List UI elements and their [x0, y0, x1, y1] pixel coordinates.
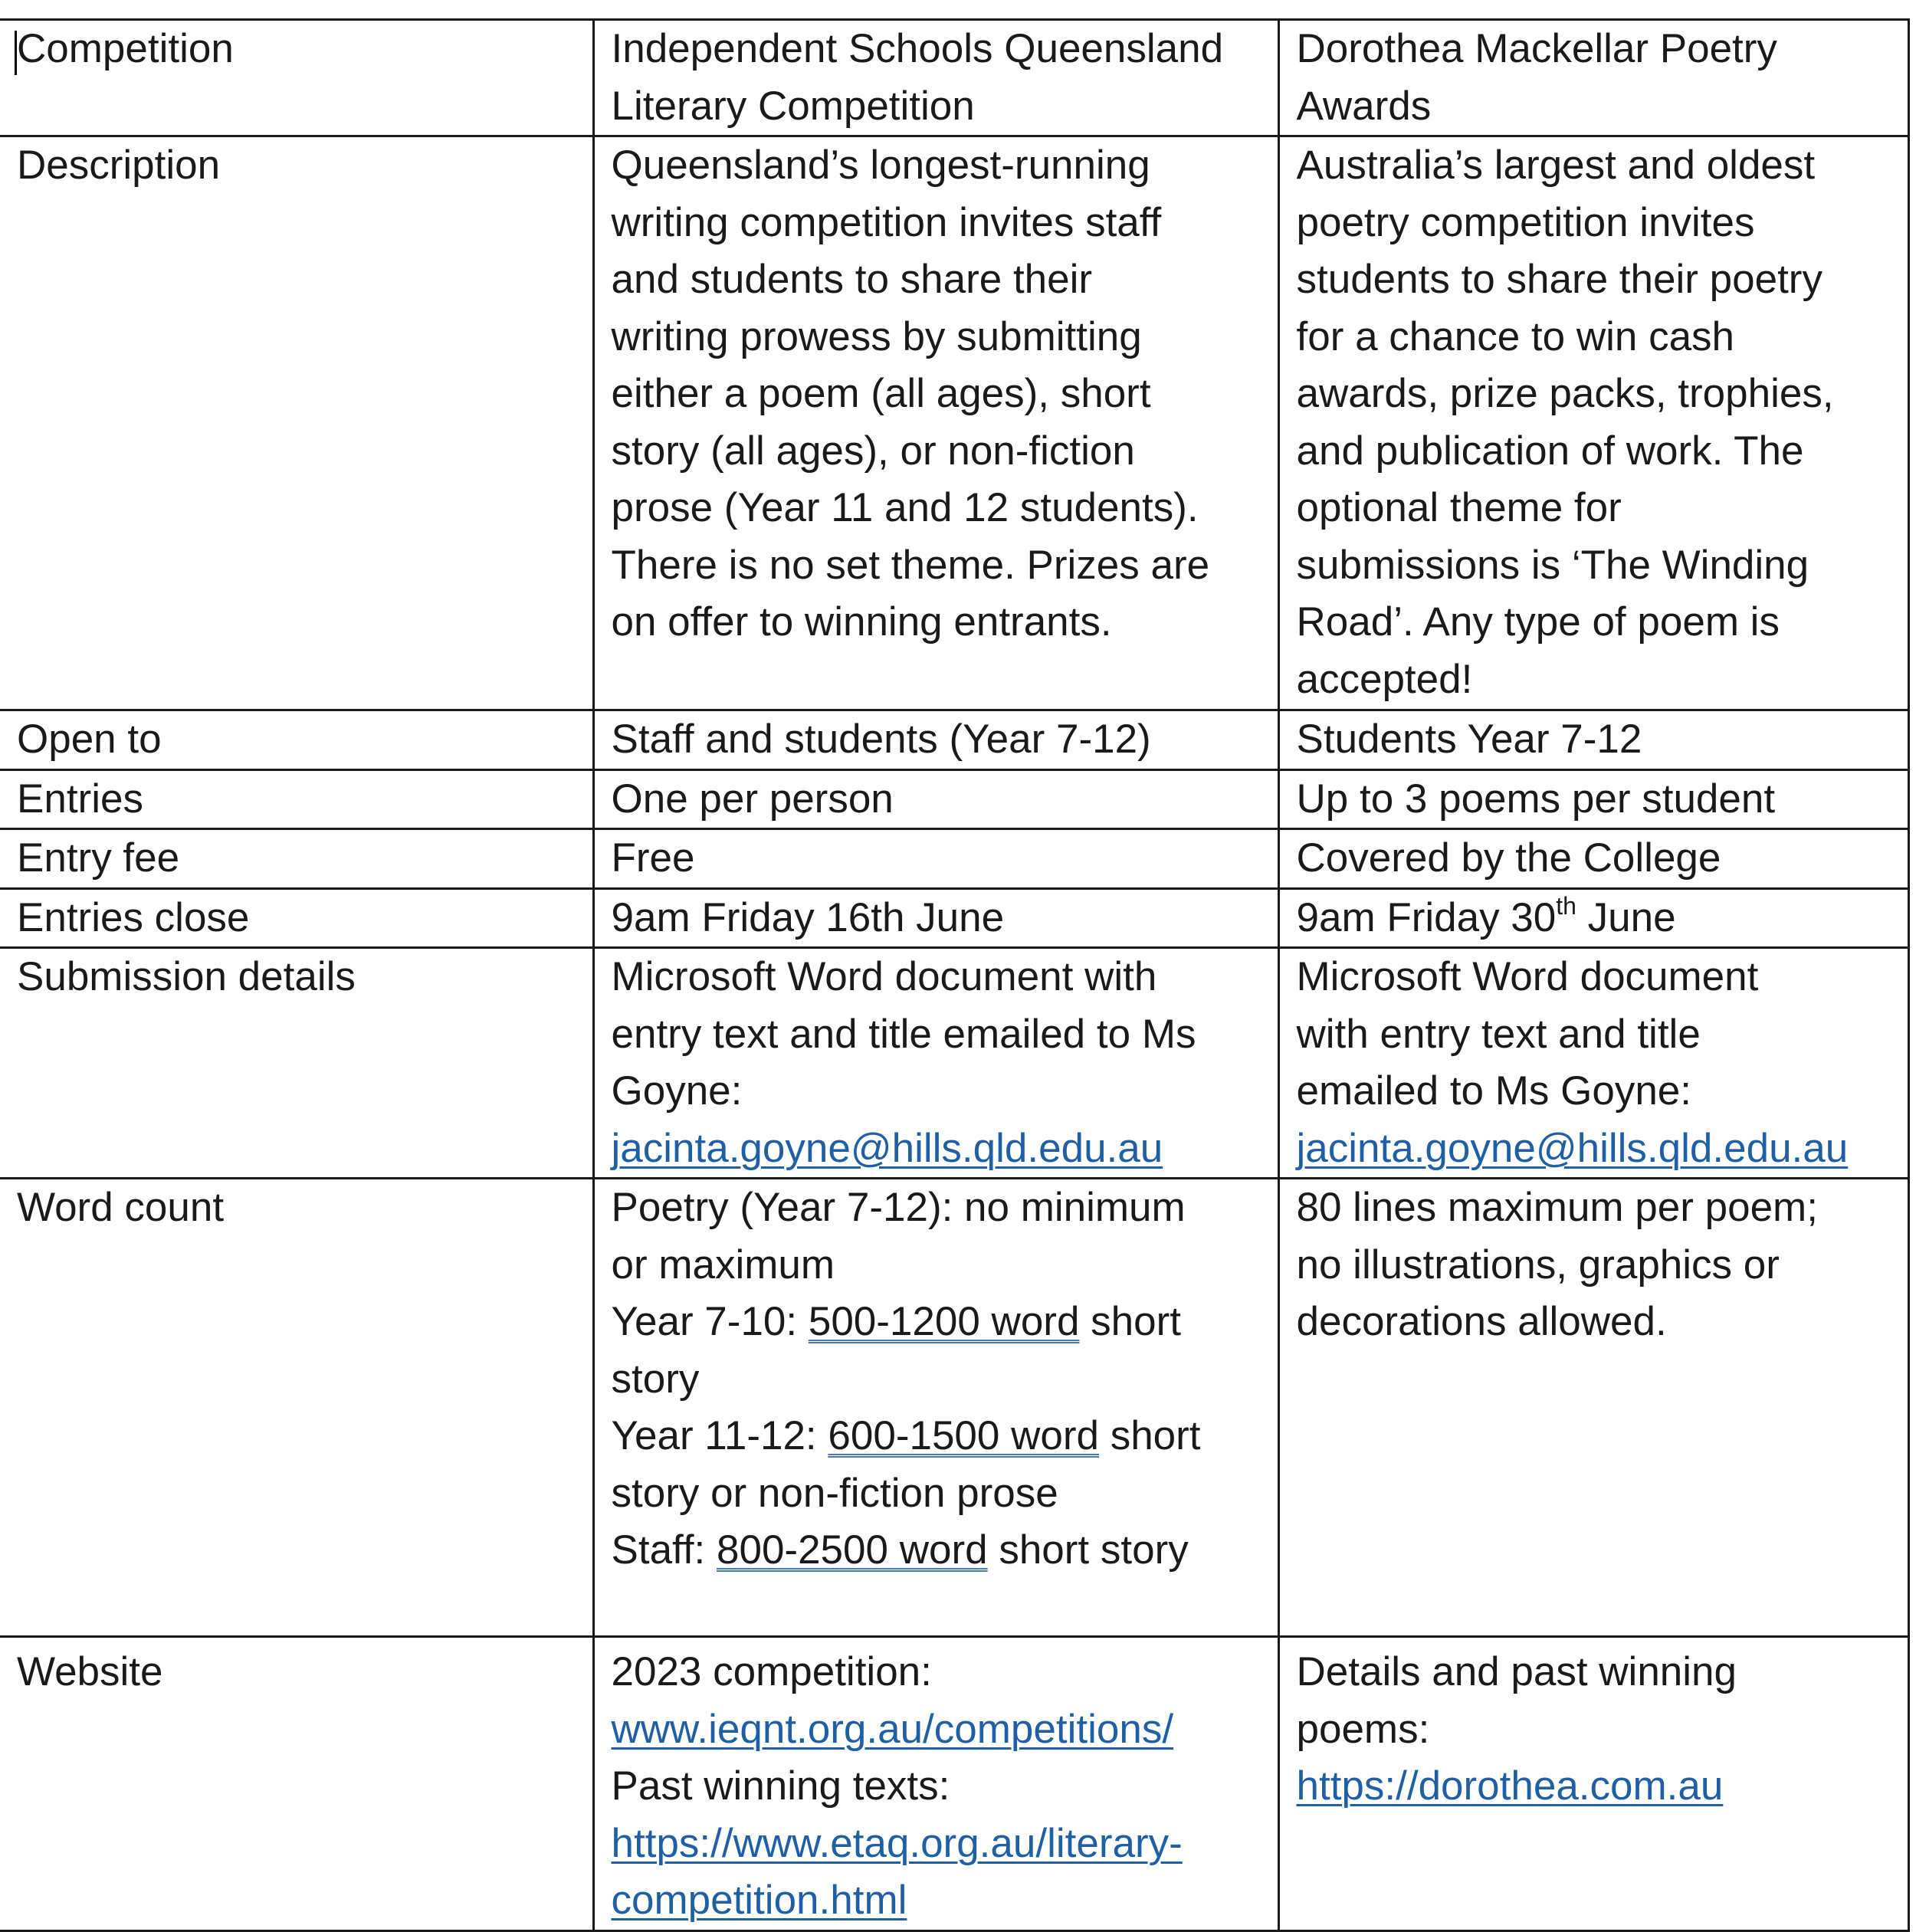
text-line: accepted! — [1296, 656, 1473, 702]
entries-close-isq: 9am Friday 16th June — [593, 888, 1278, 948]
text-line: students to share their poetry — [1296, 257, 1822, 302]
text-line: either a poem (all ages), short — [611, 371, 1151, 416]
link-ieqnt-competitions[interactable]: www.ieqnt.org.au/competitions/ — [611, 1706, 1174, 1752]
text-line: submissions is ‘The Winding — [1296, 542, 1809, 588]
row-label-word-count: Word count — [0, 1179, 593, 1637]
text-line: entry text and title emailed to Ms — [611, 1011, 1196, 1057]
text-line: on offer to winning entrants. — [611, 599, 1112, 645]
description-dorothea — [1278, 136, 1908, 710]
entry-fee-isq: Free — [593, 829, 1278, 889]
text-line: and publication of work. The — [1296, 428, 1804, 474]
description-isq — [593, 136, 1278, 710]
text-line: emailed to Ms Goyne: — [1296, 1068, 1692, 1114]
header-isq-literary — [593, 20, 1278, 136]
text-line: Past winning texts: — [611, 1763, 950, 1809]
table-row-competition — [0, 20, 1908, 136]
link-etaq-literary-competition-cont[interactable]: competition.html — [611, 1878, 907, 1923]
text-line: story or non-fiction prose — [611, 1470, 1058, 1516]
table-row-word-count — [0, 1179, 1908, 1637]
text-line: Goyne: — [611, 1068, 743, 1114]
entries-dorothea: Up to 3 poems per student — [1278, 769, 1908, 829]
word-count-isq: Poetry (Year 7-12): no minimum or maximum Year 7-10: 500-1200 word short story Year 11-12: 600-1500 word short story or non-fiction prose Staff: 800-2500 word short story — [593, 1179, 1278, 1637]
table-row-entry-fee — [0, 829, 1908, 889]
entries-close-dorothea: 9am Friday 30th June — [1278, 888, 1908, 948]
text-line: Microsoft Word document with — [611, 954, 1157, 999]
word-range-staff: 800-2500 word — [717, 1527, 988, 1573]
text-line: Awards — [1296, 83, 1432, 129]
text-line: Australia’s largest and oldest — [1296, 143, 1816, 188]
submission-isq — [593, 948, 1278, 1179]
table-row-website — [0, 1637, 1908, 1931]
row-label-submission: Submission details — [0, 948, 593, 1179]
text-line: optional theme for — [1296, 485, 1622, 530]
text-line: poetry competition invites — [1296, 199, 1755, 245]
submission-dorothea — [1278, 948, 1908, 1179]
row-label-entries: Entries — [0, 769, 593, 829]
text-line: There is no set theme. Prizes are — [611, 542, 1210, 588]
text-line: with entry text and title — [1296, 1011, 1701, 1057]
text-line: Independent Schools Queensland — [611, 26, 1224, 71]
competition-table — [0, 18, 1910, 1932]
row-label-description: Description — [0, 136, 593, 710]
word-range-7-10: 500-1200 word — [808, 1299, 1080, 1344]
open-to-isq: Staff and students (Year 7-12) — [593, 710, 1278, 770]
text-line: and students to share their — [611, 257, 1093, 302]
text-line: no illustrations, graphics or — [1296, 1242, 1780, 1287]
text-line: or maximum — [611, 1242, 835, 1287]
row-label-entry-fee: Entry fee — [0, 829, 593, 889]
text-line: Dorothea Mackellar Poetry — [1296, 26, 1777, 71]
open-to-dorothea: Students Year 7-12 — [1278, 710, 1908, 770]
table-row-open-to — [0, 710, 1908, 770]
table-row-entries — [0, 769, 1908, 829]
website-isq — [593, 1637, 1278, 1931]
text-line: for a chance to win cash — [1296, 313, 1735, 359]
text-line: story (all ages), or non-fiction — [611, 428, 1135, 474]
text-line: poems: — [1296, 1706, 1430, 1752]
text-line: Microsoft Word document — [1296, 954, 1759, 999]
row-label-website: Website — [0, 1637, 593, 1931]
text-line: writing prowess by submitting — [611, 313, 1142, 359]
text-line: Literary Competition — [611, 83, 975, 129]
text-line: Poetry (Year 7-12): no minimum — [611, 1185, 1186, 1230]
link-dorothea[interactable]: https://dorothea.com.au — [1296, 1763, 1724, 1809]
text-line: Road’. Any type of poem is — [1296, 599, 1780, 645]
website-dorothea — [1278, 1637, 1908, 1931]
email-link-dorothea[interactable]: jacinta.goyne@hills.qld.edu.au — [1296, 1125, 1849, 1171]
text-line: awards, prize packs, trophies, — [1296, 371, 1834, 416]
text-line: 2023 competition: — [611, 1649, 932, 1694]
row-label-competition: Competition — [0, 20, 593, 136]
table-row-entries-close — [0, 888, 1908, 948]
row-label-entries-close: Entries close — [0, 888, 593, 948]
entries-isq: One per person — [593, 769, 1278, 829]
row-label-open-to: Open to — [0, 710, 593, 770]
text-line: decorations allowed. — [1296, 1299, 1667, 1344]
text-line: Queensland’s longest-running — [611, 143, 1150, 188]
table-row-submission — [0, 948, 1908, 1179]
text-line: 80 lines maximum per poem; — [1296, 1185, 1818, 1230]
link-etaq-literary-competition[interactable]: https://www.etaq.org.au/literary- — [611, 1820, 1183, 1866]
word-count-dorothea — [1278, 1179, 1908, 1637]
text-line: story — [611, 1356, 700, 1402]
ordinal-suffix: th — [1556, 891, 1576, 920]
header-dorothea-mackellar — [1278, 20, 1908, 136]
word-range-11-12: 600-1500 word — [828, 1413, 1099, 1458]
text-line: writing competition invites staff — [611, 199, 1162, 245]
table-row-description — [0, 136, 1908, 710]
email-link-isq[interactable]: jacinta.goyne@hills.qld.edu.au — [611, 1125, 1163, 1171]
text-line: prose (Year 11 and 12 students). — [611, 485, 1199, 530]
text-line: Details and past winning — [1296, 1649, 1737, 1694]
entry-fee-dorothea: Covered by the College — [1278, 829, 1908, 889]
